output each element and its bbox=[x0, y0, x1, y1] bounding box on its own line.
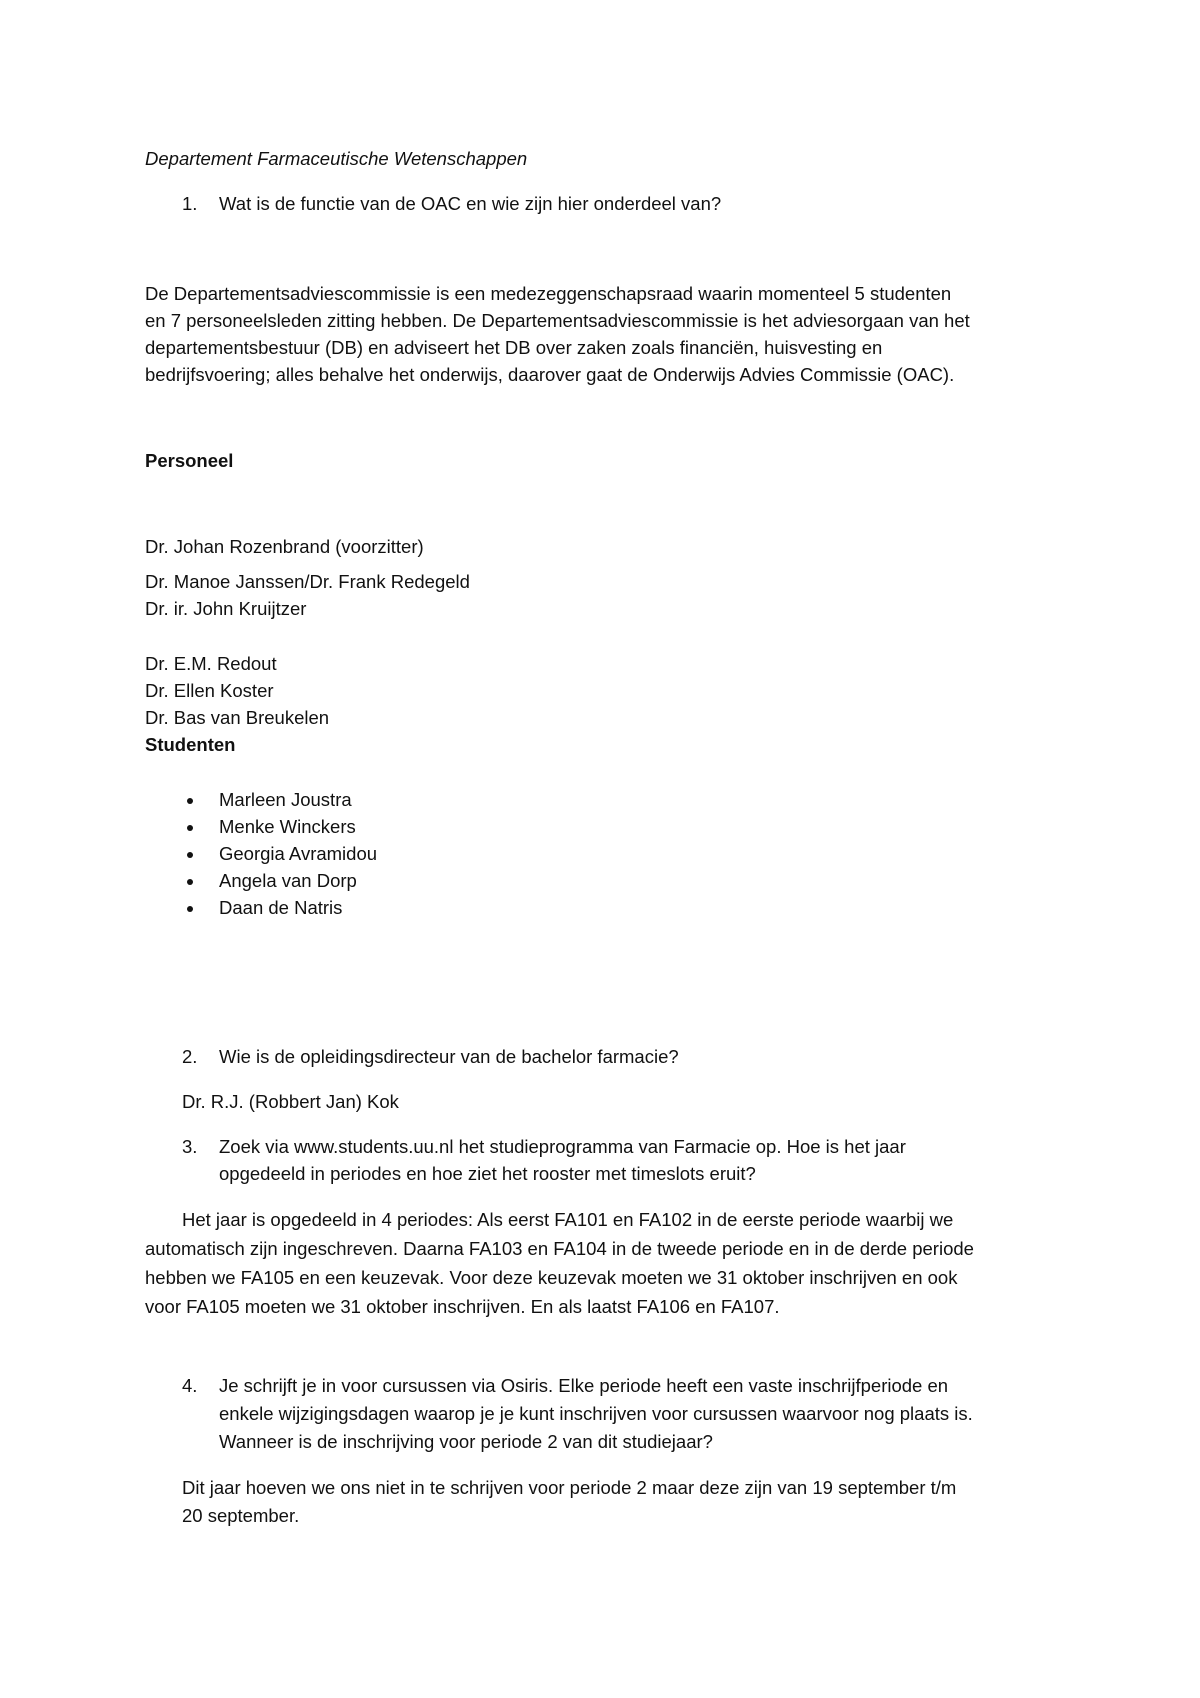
personeel-member: Dr. E.M. Redout bbox=[145, 653, 277, 674]
bullet-icon bbox=[187, 879, 193, 885]
q2-question: Wie is de opleidingsdirecteur van de bachelor farmacie? bbox=[219, 1046, 679, 1067]
personeel-member: Dr. Johan Rozenbrand (voorzitter) bbox=[145, 536, 424, 557]
q1-answer-line: bedrijfsvoering; alles behalve het onderwijs, daarover gaat de Onderwijs Advies Commissie (OAC). bbox=[145, 364, 955, 385]
q4-question-line: Wanneer is de inschrijving voor periode 2 van dit studiejaar? bbox=[219, 1431, 713, 1452]
student-item: Marleen Joustra bbox=[219, 789, 352, 810]
student-item: Menke Winckers bbox=[219, 816, 356, 837]
studenten-heading: Studenten bbox=[145, 734, 236, 755]
q4-answer-line: 20 september. bbox=[182, 1505, 300, 1526]
personeel-heading: Personeel bbox=[145, 450, 234, 471]
student-item: Georgia Avramidou bbox=[219, 843, 378, 864]
q1-answer-line: en 7 personeelsleden zitting hebben. De Departementsadviescommissie is het adviesorgaan van het bbox=[145, 310, 970, 331]
q3-answer-line: hebben we FA105 en een keuzevak. Voor deze keuzevak moeten we 31 oktober inschrijven en ook bbox=[145, 1267, 958, 1288]
q4-question-line: enkele wijzigingsdagen waarop je je kunt inschrijven voor cursussen waarvoor nog plaats is. bbox=[219, 1403, 973, 1424]
q3-answer-line: Het jaar is opgedeeld in 4 periodes: Als eerst FA101 en FA102 in de eerste periode waarbij we bbox=[182, 1209, 954, 1230]
personeel-member: Dr. Ellen Koster bbox=[145, 680, 274, 701]
student-item: Angela van Dorp bbox=[219, 870, 357, 891]
department-title: Departement Farmaceutische Wetenschappen bbox=[145, 148, 528, 169]
q4-answer-line: Dit jaar hoeven we ons niet in te schrijven voor periode 2 maar deze zijn van 19 september t/m bbox=[182, 1477, 957, 1498]
q1-question: Wat is de functie van de OAC en wie zijn hier onderdeel van? bbox=[219, 193, 722, 214]
bullet-icon bbox=[187, 852, 193, 858]
bullet-icon bbox=[187, 906, 193, 912]
bullet-icon bbox=[187, 825, 193, 831]
personeel-member: Dr. Manoe Janssen/Dr. Frank Redegeld bbox=[145, 571, 470, 592]
q4-number: 4. bbox=[182, 1375, 198, 1396]
q3-number: 3. bbox=[182, 1136, 198, 1157]
q1-number: 1. bbox=[182, 193, 198, 214]
bullet-icon bbox=[187, 798, 193, 804]
q3-question-line: Zoek via www.students.uu.nl het studieprogramma van Farmacie op. Hoe is het jaar bbox=[219, 1136, 906, 1157]
q1-answer-line: departementsbestuur (DB) en adviseert het DB over zaken zoals financiën, huisvesting en bbox=[145, 337, 883, 358]
q3-answer-line: automatisch zijn ingeschreven. Daarna FA103 en FA104 in de tweede periode en in de derde periode bbox=[145, 1238, 974, 1259]
student-item: Daan de Natris bbox=[219, 897, 343, 918]
personeel-member: Dr. Bas van Breukelen bbox=[145, 707, 330, 728]
q4-question-line: Je schrijft je in voor cursussen via Osiris. Elke periode heeft een vaste inschrijfperiode en bbox=[219, 1375, 949, 1396]
q3-answer-line: voor FA105 moeten we 31 oktober inschrijven. En als laatst FA106 en FA107. bbox=[145, 1296, 780, 1317]
personeel-member: Dr. ir. John Kruijtzer bbox=[145, 598, 307, 619]
q1-answer-line: De Departementsadviescommissie is een medezeggenschapsraad waarin momenteel 5 studenten bbox=[145, 283, 952, 304]
q2-answer: Dr. R.J. (Robbert Jan) Kok bbox=[182, 1091, 399, 1112]
q3-question-line: opgedeeld in periodes en hoe ziet het rooster met timeslots eruit? bbox=[219, 1163, 756, 1184]
q2-number: 2. bbox=[182, 1046, 198, 1067]
